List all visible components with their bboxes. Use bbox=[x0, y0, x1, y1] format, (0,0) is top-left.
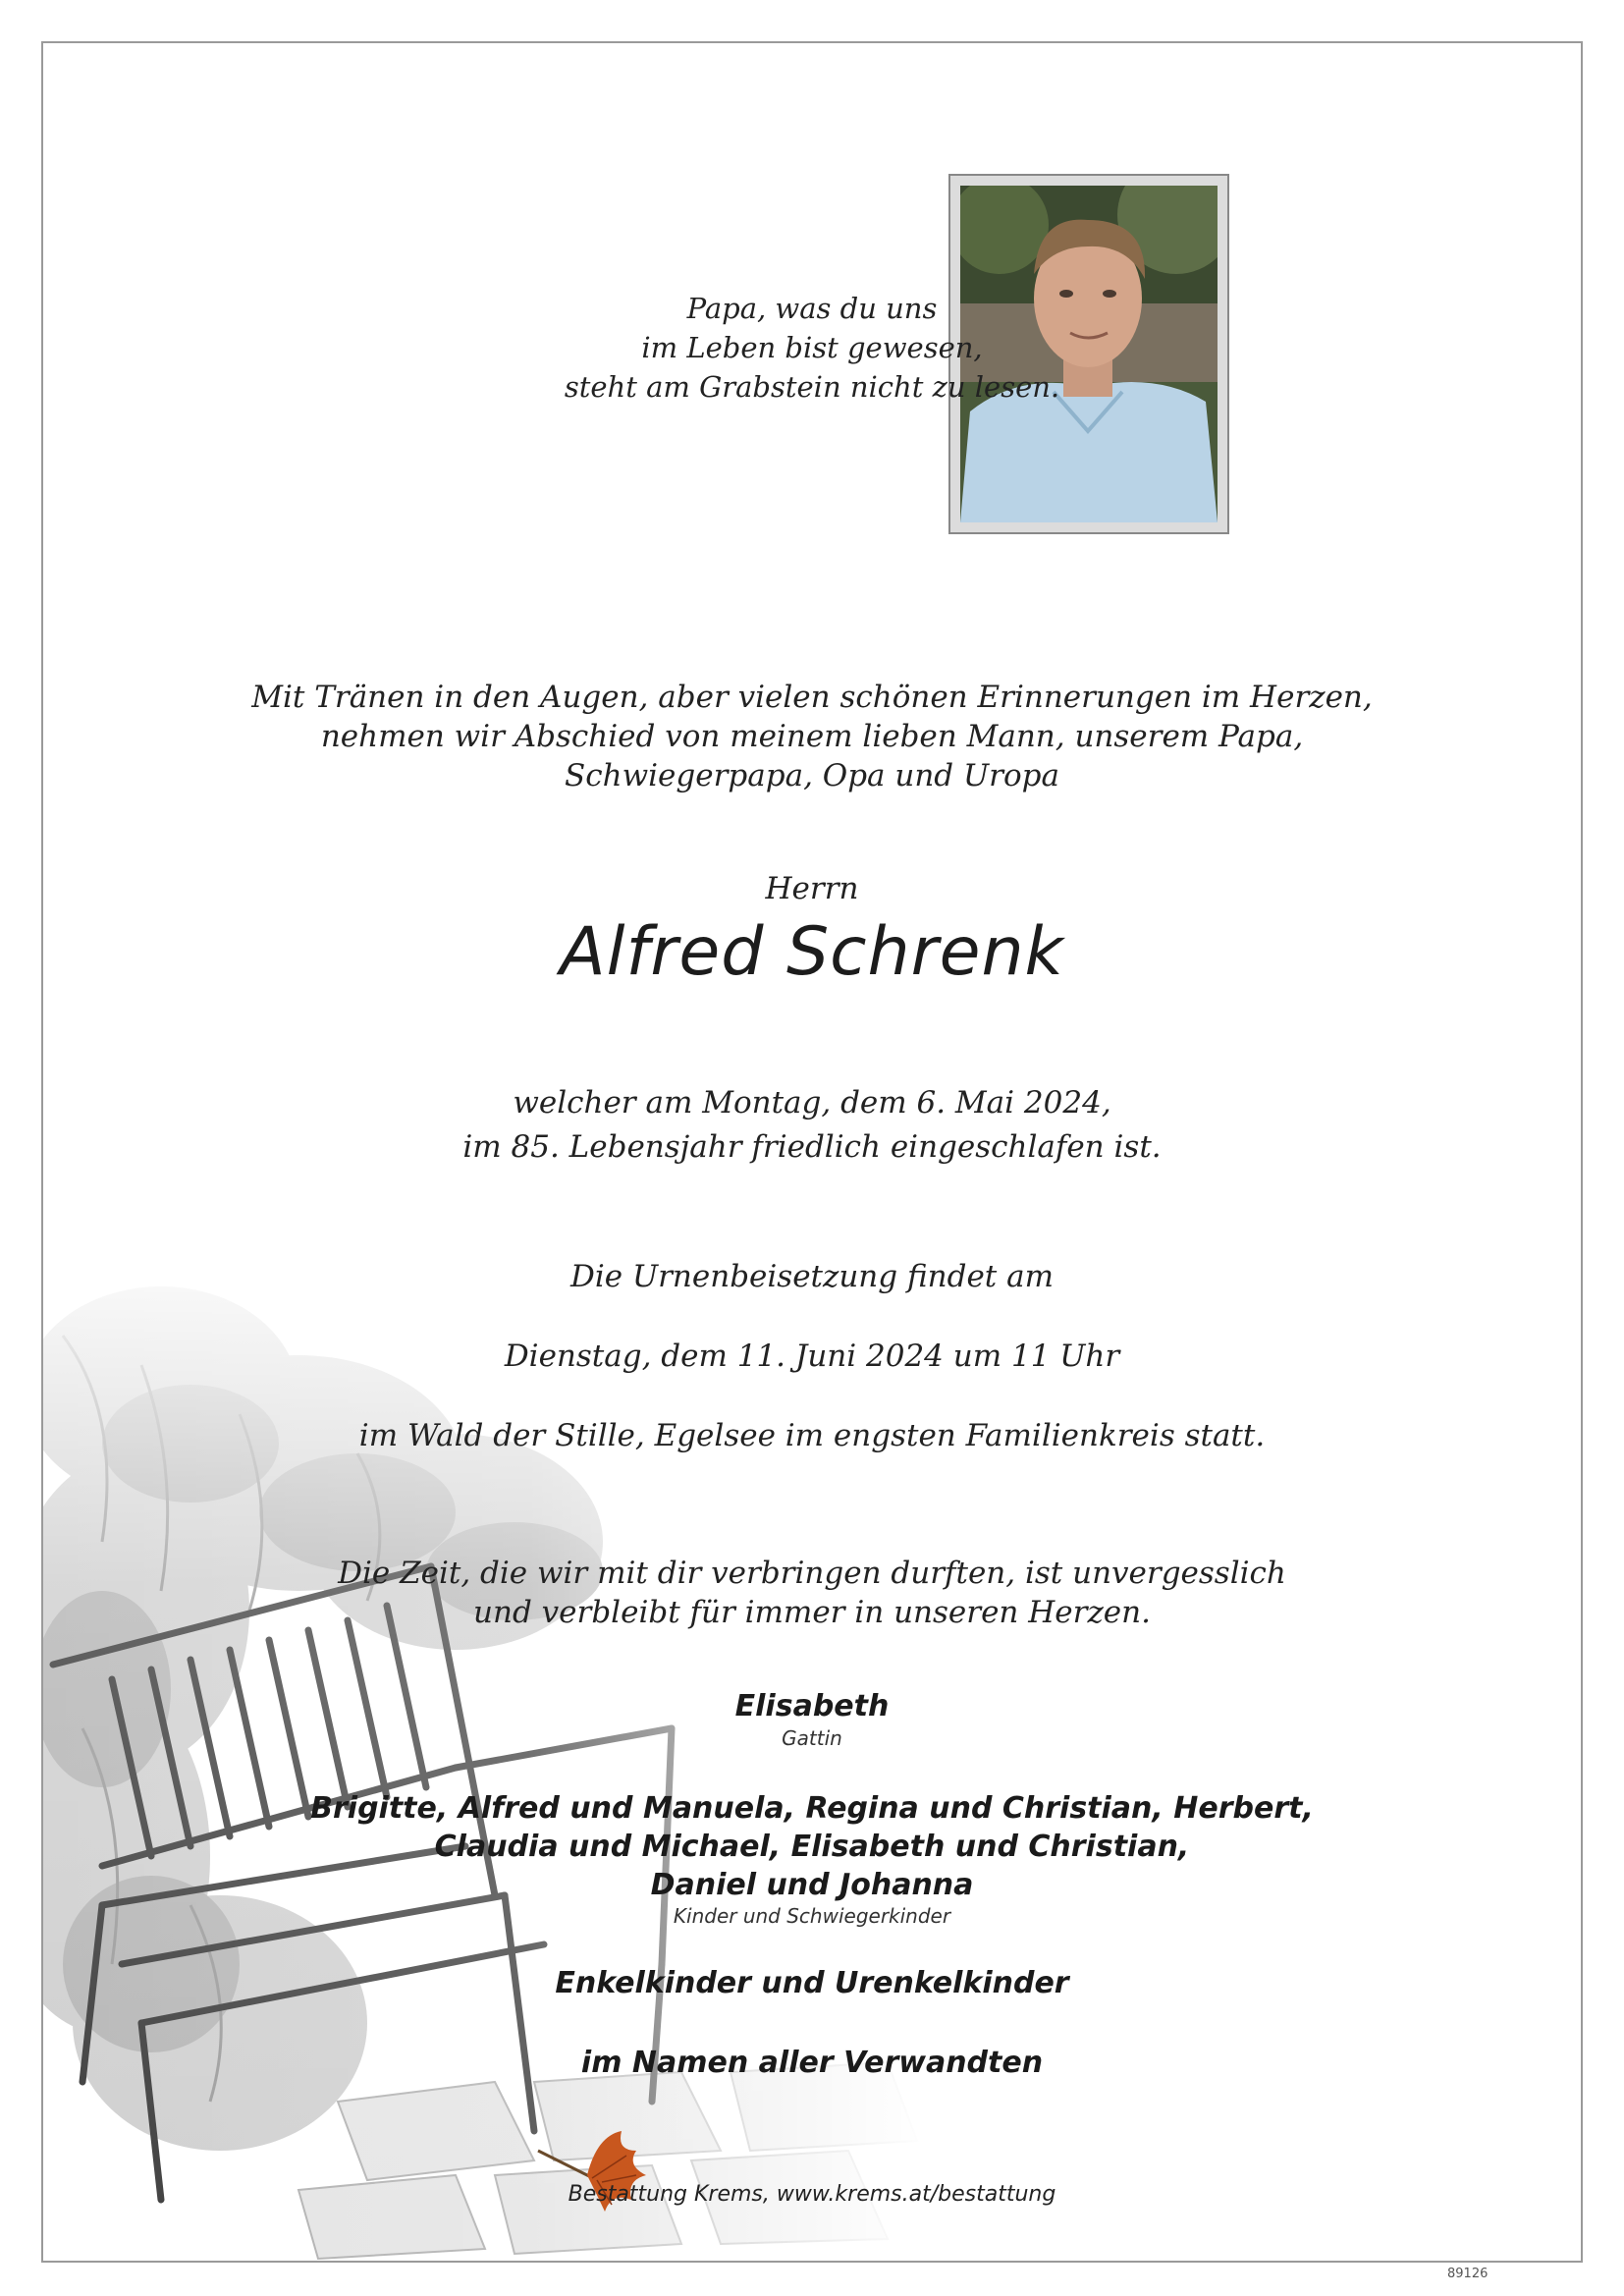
poem-line-2: im Leben bist gewesen, bbox=[641, 331, 983, 364]
intro-line-3: Schwiegerpapa, Opa und Uropa bbox=[565, 758, 1059, 793]
funeral-line-1: Die Urnenbeisetzung findet am bbox=[570, 1259, 1054, 1294]
death-line-1: welcher am Montag, dem 6. Mai 2024, bbox=[513, 1085, 1111, 1121]
document-code: 89126 bbox=[1447, 2267, 1489, 2281]
closing-line-1: Die Zeit, die wir mit dir verbringen durften, ist unvergesslich bbox=[338, 1556, 1286, 1591]
intro-line-1: Mit Tränen in den Augen, aber vielen schönen Erinnerungen im Herzen, bbox=[251, 680, 1373, 715]
grandchildren: Enkelkinder und Urenkelkinder bbox=[555, 1966, 1069, 2000]
closing-line-2: und verbleibt für immer in unseren Herzen. bbox=[473, 1595, 1151, 1630]
relatives: im Namen aller Verwandten bbox=[580, 2046, 1044, 2080]
salutation: Herrn bbox=[765, 871, 859, 906]
children-line-2: Claudia und Michael, Elisabeth und Christian, bbox=[434, 1830, 1190, 1864]
children-role: Kinder und Schwiegerkinder bbox=[673, 1904, 951, 1928]
poem-line-1: Papa, was du uns bbox=[686, 292, 938, 325]
poem-line-3: steht am Grabstein nicht zu lesen. bbox=[564, 370, 1060, 404]
deceased-name: Alfred Schrenk bbox=[560, 913, 1064, 991]
death-line-2: im 85. Lebensjahr friedlich eingeschlafen ist. bbox=[462, 1129, 1162, 1165]
children-line-1: Brigitte, Alfred und Manuela, Regina und Christian, Herbert, bbox=[310, 1791, 1314, 1826]
spouse-name: Elisabeth bbox=[734, 1689, 890, 1723]
intro-line-2: nehmen wir Abschied von meinem lieben Mann, unserem Papa, bbox=[320, 719, 1304, 754]
children-line-3: Daniel und Johanna bbox=[650, 1868, 974, 1902]
funeral-date: Dienstag, dem 11. Juni 2024 um 11 Uhr bbox=[504, 1339, 1120, 1374]
undertaker-credit: Bestattung Krems, www.krems.at/bestattung bbox=[568, 2182, 1056, 2207]
funeral-location: im Wald der Stille, Egelsee im engsten Familienkreis statt. bbox=[358, 1418, 1266, 1453]
spouse-role: Gattin bbox=[782, 1726, 842, 1750]
